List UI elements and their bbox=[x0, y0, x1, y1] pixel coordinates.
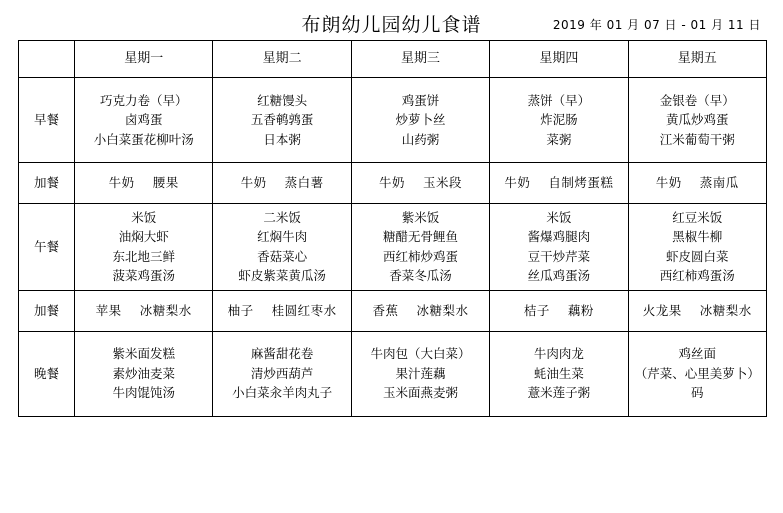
column-header-thursday: 星期四 bbox=[490, 41, 628, 78]
table-row bbox=[19, 331, 767, 416]
snack-item: 牛奶 bbox=[378, 175, 405, 191]
row-label-0: 早餐 bbox=[19, 78, 75, 163]
table-row bbox=[19, 204, 767, 291]
cell-meal-monday bbox=[75, 204, 213, 291]
menu-item: 米饭 bbox=[131, 210, 157, 225]
weekly-menu-table bbox=[18, 40, 767, 417]
menu-item: 鸡丝面 bbox=[678, 346, 717, 362]
cell-meal-wednesday bbox=[351, 331, 489, 416]
snack-item: 玉米段 bbox=[422, 175, 462, 191]
menu-item: 山药粥 bbox=[401, 131, 440, 147]
menu-item: 玉米面燕麦粥 bbox=[382, 385, 458, 401]
snack-item: 藕粉 bbox=[567, 302, 594, 318]
row-label-4: 晚餐 bbox=[19, 331, 75, 416]
cell-snack-wednesday bbox=[351, 163, 489, 204]
cell-snack-thursday bbox=[490, 290, 628, 331]
menu-item: 西红柿鸡蛋汤 bbox=[659, 268, 735, 284]
snack-item: 牛奶 bbox=[504, 175, 531, 191]
menu-item: 小白菜蛋花柳叶汤 bbox=[93, 131, 194, 147]
menu-item: 江米葡萄干粥 bbox=[659, 131, 735, 147]
cell-meal-wednesday bbox=[351, 78, 489, 163]
snack-item: 蒸南瓜 bbox=[699, 175, 739, 191]
cell-meal-wednesday bbox=[351, 204, 489, 291]
menu-item: 二米饭 bbox=[263, 210, 301, 225]
menu-item: 蚝油生菜 bbox=[533, 365, 584, 381]
menu-item: 卤鸡蛋 bbox=[124, 112, 163, 128]
snack-item: 蒸白薯 bbox=[284, 175, 324, 191]
menu-item: 糖醋无骨鲤鱼 bbox=[382, 229, 458, 245]
snack-item: 牛奶 bbox=[108, 175, 135, 191]
column-header-wednesday: 星期三 bbox=[351, 41, 489, 78]
table-row bbox=[19, 78, 767, 163]
menu-item: 薏米莲子粥 bbox=[527, 385, 591, 401]
menu-item: 丝瓜鸡蛋汤 bbox=[527, 268, 591, 284]
page-header bbox=[0, 8, 783, 38]
cell-meal-monday bbox=[75, 78, 213, 163]
snack-item: 冰糖梨水 bbox=[416, 302, 469, 318]
cell-snack-wednesday bbox=[351, 290, 489, 331]
menu-item: 黑椒牛柳 bbox=[672, 229, 723, 245]
menu-item: 麻酱甜花卷 bbox=[250, 346, 314, 362]
snack-item: 柚子 bbox=[227, 302, 254, 318]
snack-item: 腰果 bbox=[152, 175, 179, 191]
cell-meal-tuesday bbox=[213, 78, 351, 163]
menu-item: 菠菜鸡蛋汤 bbox=[112, 268, 175, 284]
menu-item: 油焖大虾 bbox=[118, 229, 169, 245]
cell-meal-friday bbox=[628, 204, 766, 291]
menu-item: 牛肉肉龙 bbox=[533, 346, 584, 362]
cell-meal-monday bbox=[75, 331, 213, 416]
row-label-3: 加餐 bbox=[19, 290, 75, 331]
table-row bbox=[19, 163, 767, 204]
menu-item: 蒸饼（早） bbox=[527, 92, 591, 108]
cell-snack-friday bbox=[628, 290, 766, 331]
menu-item: 牛肉包（大白菜） bbox=[370, 346, 471, 362]
menu-item: 西红柿炒鸡蛋 bbox=[382, 248, 458, 264]
menu-item: 果汁莲藕 bbox=[395, 365, 446, 381]
menu-item: 素炒油麦菜 bbox=[112, 365, 175, 381]
cell-meal-friday bbox=[628, 78, 766, 163]
cell-meal-thursday bbox=[490, 204, 628, 291]
menu-item: 黄瓜炒鸡蛋 bbox=[666, 112, 729, 128]
menu-item: 码 bbox=[691, 385, 704, 401]
menu-item: 牛肉馄饨汤 bbox=[112, 385, 175, 401]
menu-item: 炸泥肠 bbox=[540, 112, 578, 128]
menu-item: 豆干炒芹菜 bbox=[527, 248, 591, 264]
column-header-tuesday: 星期二 bbox=[213, 41, 351, 78]
cell-meal-thursday bbox=[490, 78, 628, 163]
table-corner-cell bbox=[19, 41, 75, 78]
cell-snack-tuesday bbox=[213, 163, 351, 204]
cell-meal-tuesday bbox=[213, 204, 351, 291]
snack-item: 冰糖梨水 bbox=[139, 302, 192, 318]
menu-item: 炒萝卜丝 bbox=[395, 112, 446, 128]
row-label-1: 加餐 bbox=[19, 163, 75, 204]
menu-item: （芹菜、心里美萝卜） bbox=[634, 365, 760, 381]
column-header-monday: 星期一 bbox=[75, 41, 213, 78]
snack-item: 牛奶 bbox=[655, 175, 682, 191]
menu-item: 米饭 bbox=[546, 210, 572, 225]
menu-item: 香菜冬瓜汤 bbox=[389, 268, 452, 284]
menu-item: 紫米面发糕 bbox=[112, 346, 175, 362]
menu-item: 鸡蛋饼 bbox=[401, 92, 440, 108]
cell-snack-monday bbox=[75, 290, 213, 331]
snack-item: 桔子 bbox=[523, 302, 550, 318]
menu-item: 虾皮紫菜黄瓜汤 bbox=[238, 268, 326, 284]
snack-item: 牛奶 bbox=[240, 175, 267, 191]
page-title: 布朗幼儿园幼儿食谱 bbox=[301, 14, 482, 36]
menu-item: 小白菜汆羊肉丸子 bbox=[232, 385, 333, 401]
menu-item: 巧克力卷（早） bbox=[99, 92, 188, 108]
cell-snack-monday bbox=[75, 163, 213, 204]
snack-item: 香蕉 bbox=[372, 302, 399, 318]
menu-item: 虾皮圆白菜 bbox=[666, 248, 729, 264]
snack-item: 冰糖梨水 bbox=[699, 302, 752, 318]
date-range: 2019 年 01 月 07 日 - 01 月 11 日 bbox=[552, 18, 761, 32]
menu-item: 红焖牛肉 bbox=[257, 229, 308, 245]
cell-meal-thursday bbox=[490, 331, 628, 416]
cell-snack-friday bbox=[628, 163, 766, 204]
menu-item: 紫米饭 bbox=[401, 210, 440, 225]
snack-item: 苹果 bbox=[95, 302, 122, 318]
cell-snack-tuesday bbox=[213, 290, 351, 331]
table-header-row bbox=[19, 41, 767, 78]
row-label-2: 午餐 bbox=[19, 204, 75, 291]
menu-item: 清炒西葫芦 bbox=[250, 365, 314, 381]
snack-item: 火龙果 bbox=[642, 302, 682, 318]
cell-meal-tuesday bbox=[213, 331, 351, 416]
cell-meal-friday bbox=[628, 331, 766, 416]
menu-item: 五香鹌鹑蛋 bbox=[250, 112, 314, 128]
menu-item: 香菇菜心 bbox=[257, 248, 308, 264]
menu-item: 东北地三鲜 bbox=[112, 248, 175, 264]
menu-item: 金银卷（早） bbox=[659, 92, 735, 108]
column-header-friday: 星期五 bbox=[628, 41, 766, 78]
snack-item: 自制烤蛋糕 bbox=[548, 175, 614, 191]
menu-item: 红糖馒头 bbox=[257, 92, 308, 108]
table-row bbox=[19, 290, 767, 331]
menu-item: 日本粥 bbox=[263, 131, 301, 147]
menu-item: 酱爆鸡腿肉 bbox=[527, 229, 591, 245]
cell-snack-thursday bbox=[490, 163, 628, 204]
menu-item: 菜粥 bbox=[546, 131, 572, 147]
snack-item: 桂圆红枣水 bbox=[271, 302, 337, 318]
menu-item: 红豆米饭 bbox=[672, 210, 723, 225]
